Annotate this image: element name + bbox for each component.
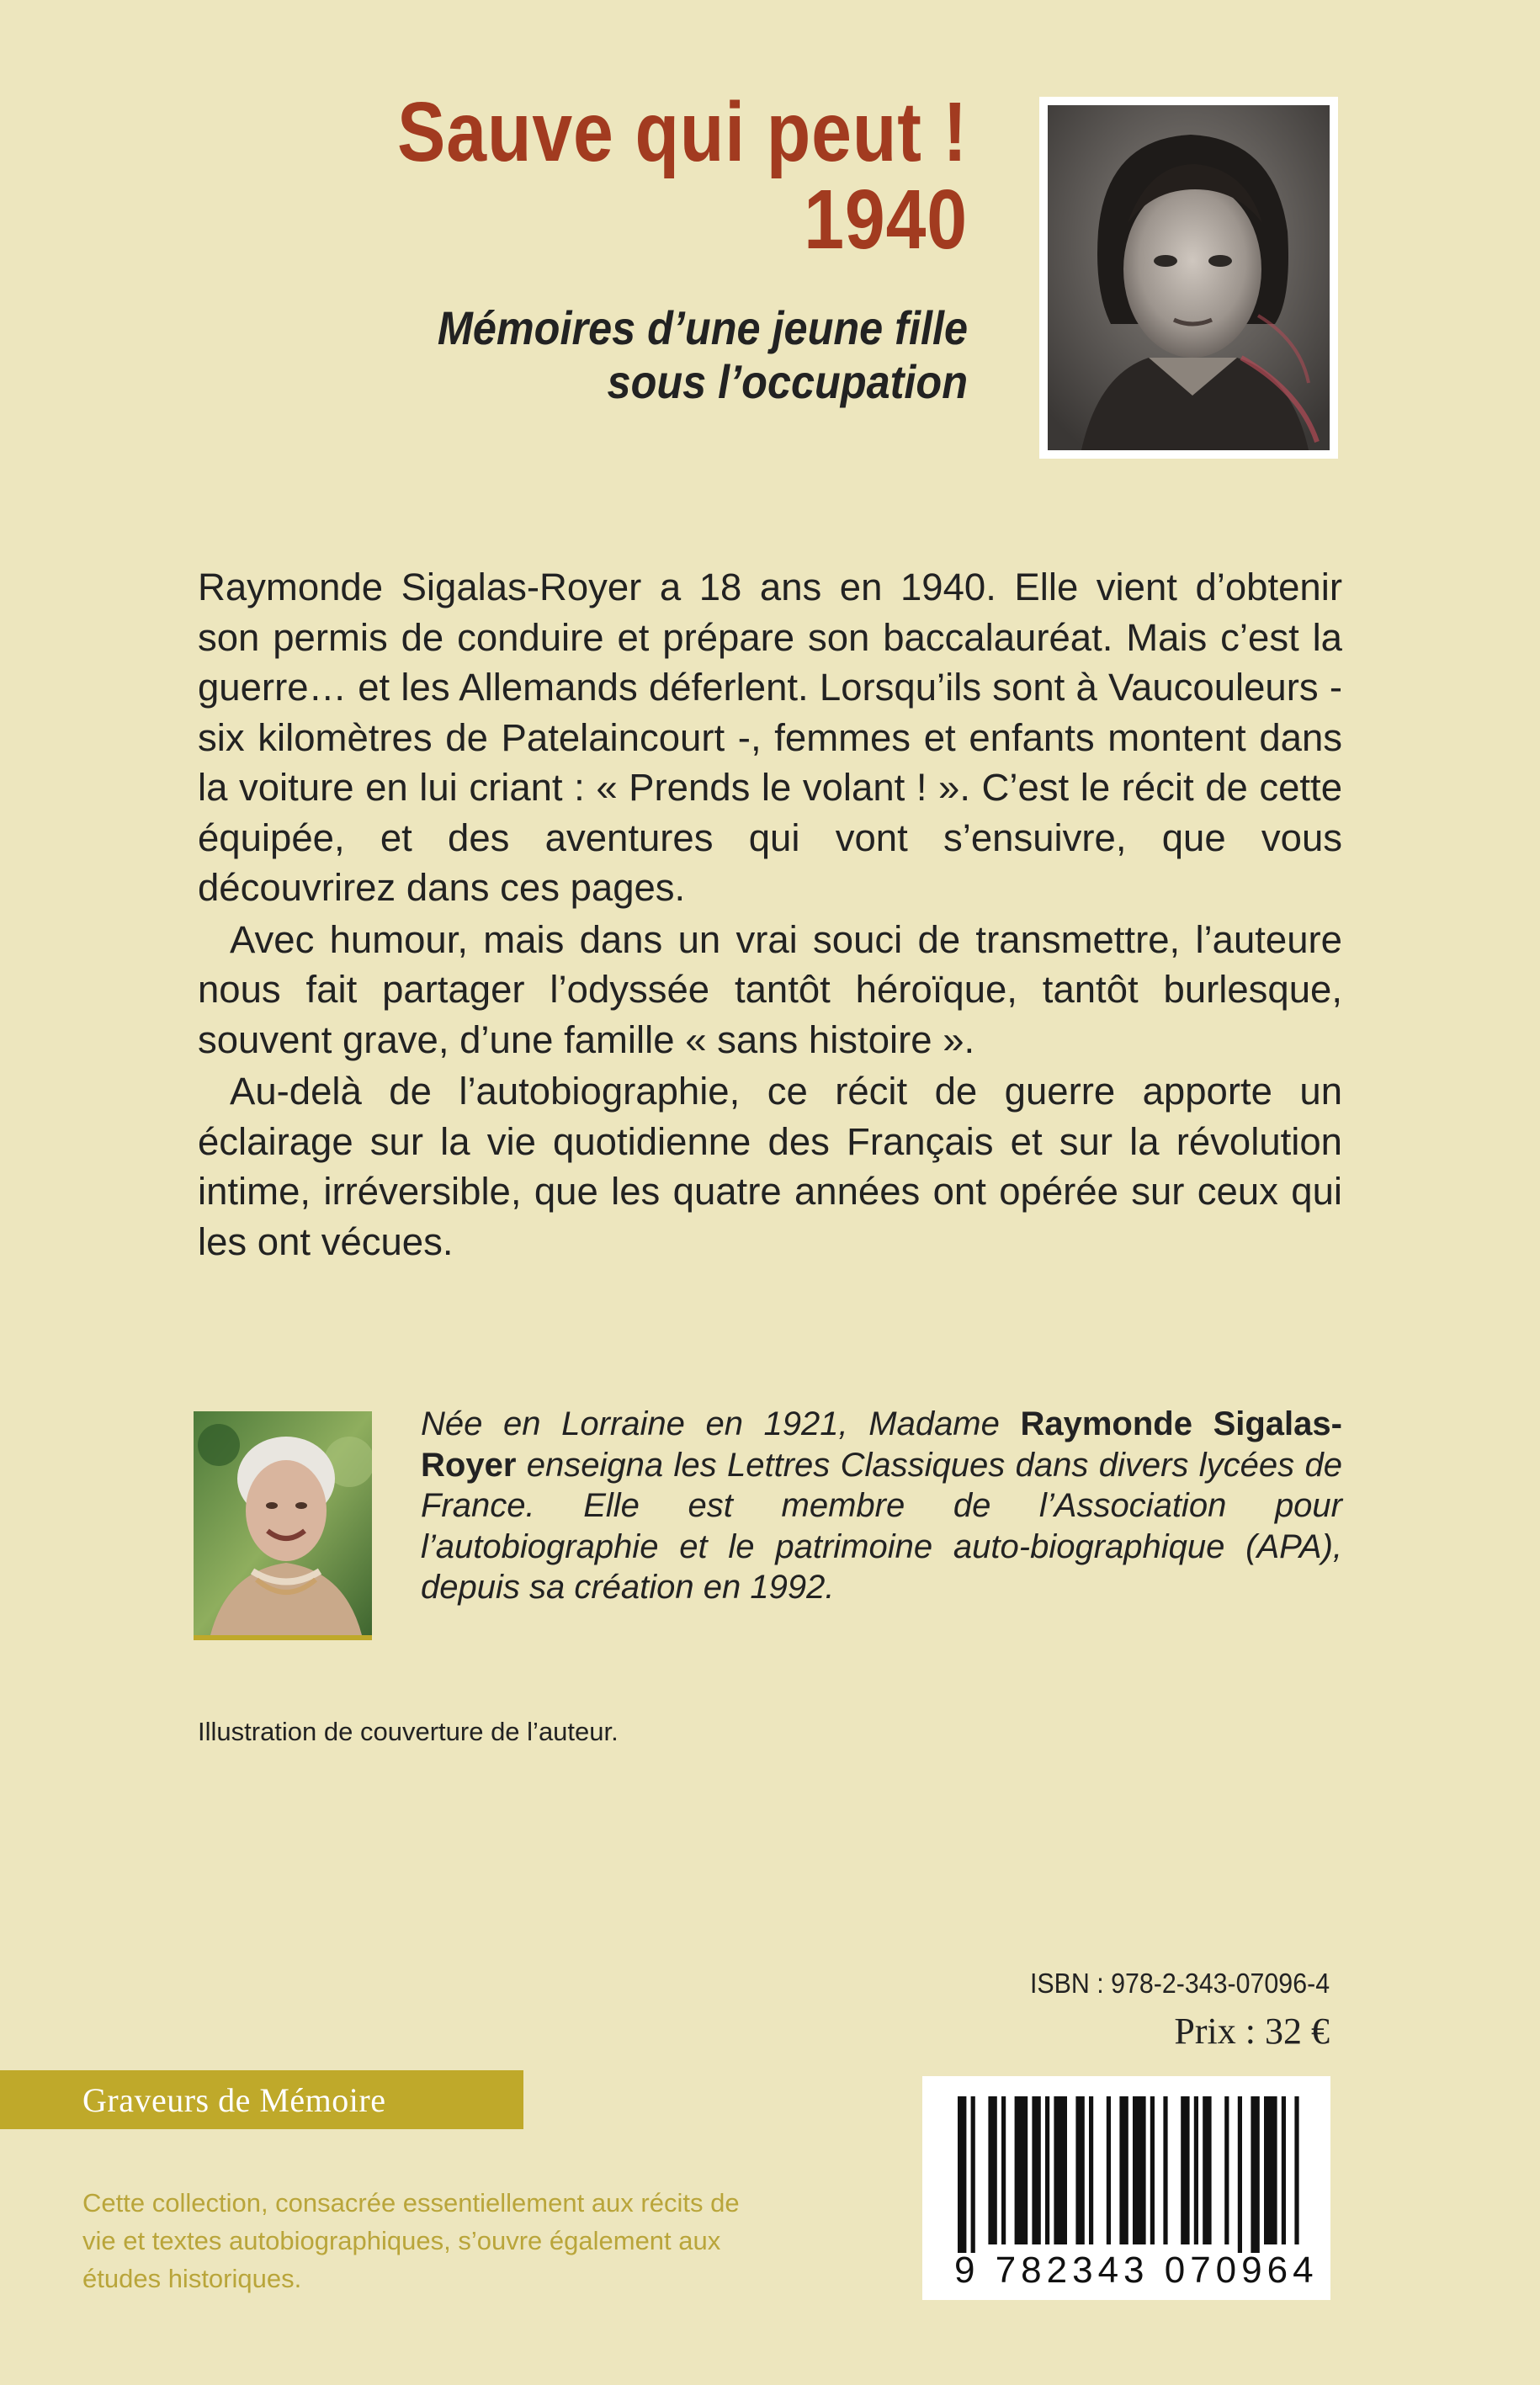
barcode-bar — [1181, 2096, 1189, 2244]
barcode-bar — [971, 2096, 975, 2253]
barcode-bar — [1238, 2096, 1242, 2253]
barcode-bars — [922, 2076, 1330, 2253]
barcode-bar — [988, 2096, 996, 2244]
isbn-number: ISBN : 978-2-343-07096-4 — [1029, 1968, 1330, 1999]
price-label: Prix : 32 € — [1174, 2011, 1330, 2052]
collection-description: Cette collection, consacrée essentiellement aux récits de vie et textes autobiographiques, s’ouvre également aux études historiques. — [82, 2188, 740, 2293]
barcode-bar — [1294, 2096, 1298, 2244]
subtitle-line-2: sous l’occupation — [607, 355, 968, 408]
barcode — [922, 2076, 1330, 2300]
barcode-bar — [1224, 2096, 1229, 2244]
book-subtitle — [286, 301, 968, 409]
illustration-credit: Illustration de couverture de l’auteur. — [198, 1717, 619, 1746]
book-title — [316, 85, 968, 267]
bio-text-start: Née en Lorraine en 1921, Madame — [421, 1405, 1021, 1442]
barcode-bar — [1015, 2096, 1028, 2244]
barcode-bar — [1133, 2096, 1146, 2244]
barcode-bar — [1001, 2096, 1006, 2244]
collection-name: Graveurs de Mémoire — [82, 2080, 386, 2119]
subtitle-line-1: Mémoires d’une jeune fille — [437, 301, 968, 354]
back-cover-summary — [198, 562, 1342, 1267]
collection-banner — [0, 2070, 523, 2129]
barcode-bar — [1089, 2096, 1093, 2244]
barcode-bar — [1163, 2096, 1167, 2244]
barcode-bar — [1194, 2096, 1198, 2244]
author-photo — [194, 1411, 372, 1640]
barcode-bar — [1075, 2096, 1084, 2244]
summary-paragraph-3: Au-delà de l’autobiographie, ce récit de guerre apporte un éclairage sur la vie quotidienne des Français et sur la révolution intime, irréversible, que les quatre années ont opérée sur ceux qui les ont vécues. — [198, 1070, 1342, 1263]
author-bio — [421, 1404, 1342, 1608]
barcode-bar — [1150, 2096, 1155, 2244]
portrait-image — [1048, 105, 1330, 450]
author-image — [194, 1411, 372, 1635]
barcode-bar — [958, 2096, 966, 2253]
title-line-1: Sauve qui peut ! — [397, 85, 968, 179]
barcode-bar — [1119, 2096, 1128, 2244]
summary-paragraph-1: Raymonde Sigalas-Royer a 18 ans en 1940. Elle vient d’obtenir son permis de conduire et prépare son baccalauréat. Mais c’est la guerre… et les Allemands déferlent. Lorsqu’ils sont à Vaucouleurs - six kilomètres de Patelaincourt -, femmes et enfants montent dans la voiture en lui criant : « Prends le volant ! ». C’est le récit de cette équipée, et des aventures qui vont s’ensuivre, que vous découvrirez dans ces pages. — [198, 566, 1342, 909]
barcode-bar — [1251, 2096, 1259, 2253]
barcode-bar — [1032, 2096, 1040, 2244]
summary-paragraph-2: Avec humour, mais dans un vrai souci de transmettre, l’auteure nous fait partager l’odyssée tantôt héroïque, tantôt burlesque, souvent grave, d’une famille « sans histoire ». — [198, 917, 1342, 1061]
barcode-bar — [1203, 2096, 1211, 2244]
barcode-bar — [1264, 2096, 1277, 2244]
barcode-bar — [1045, 2096, 1049, 2244]
title-line-2: 1940 — [804, 173, 968, 267]
barcode-bar — [1107, 2096, 1111, 2244]
bio-text-end: enseigna les Lettres Classiques dans divers lycées de France. Elle est membre de l’Association pour l’autobiographie et le patrimoine auto-biographique (APA), depuis sa création en 1992. — [421, 1446, 1342, 1606]
barcode-bar — [1054, 2096, 1067, 2244]
vintage-portrait-photo — [1039, 97, 1338, 459]
barcode-bar — [1282, 2096, 1286, 2244]
barcode-digits: 9 782343 070964 — [954, 2250, 1319, 2291]
author-name: Raymonde Sigalas-Royer — [421, 1405, 1342, 1484]
